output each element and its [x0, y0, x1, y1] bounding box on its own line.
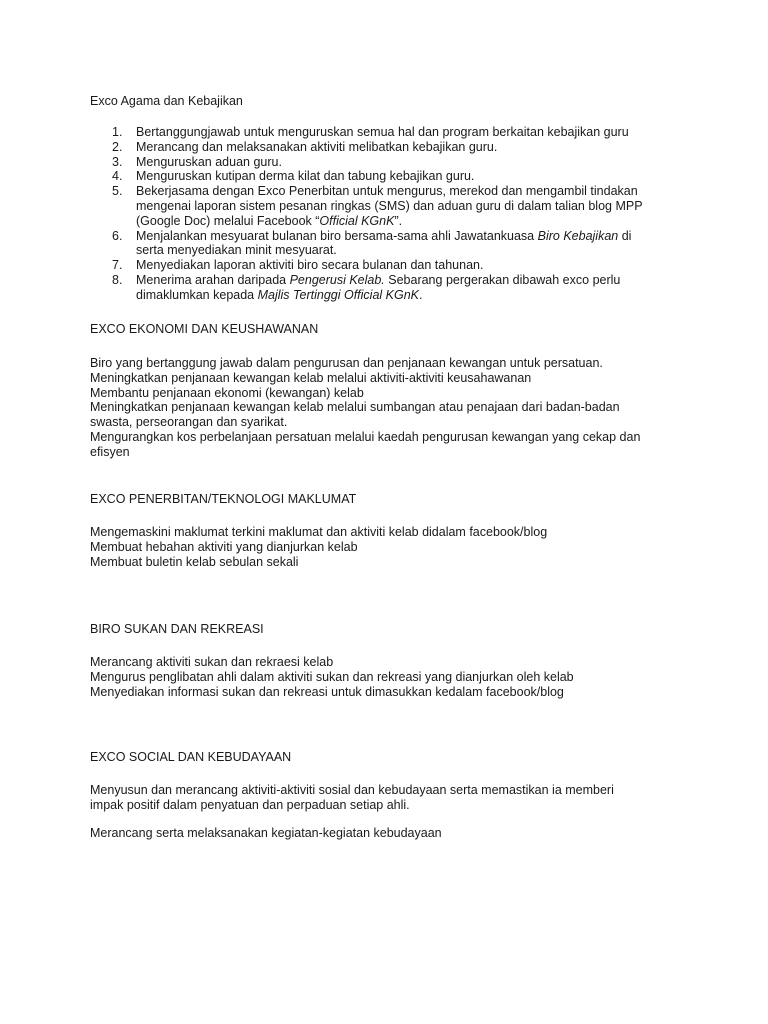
paragraph: Membuat hebahan aktiviti yang dianjurkan kelab [90, 539, 358, 554]
list-item: 1. Bertanggungjawab untuk menguruskan semua hal dan program berkaitan kebajikan guru [112, 125, 629, 139]
paragraph: Merancang serta melaksanakan kegiatan-kegiatan kebudayaan [90, 825, 442, 840]
section-title-ekonomi: EXCO EKONOMI DAN KEUSHAWANAN [90, 322, 319, 336]
list-item: 4. Menguruskan kutipan derma kilat dan tabung kebajikan guru. [112, 169, 475, 184]
paragraph: Mengurangkan kos perbelanjaan persatuan melalui kaedah pengurusan kewangan yang cekap dan efisyen [90, 429, 641, 459]
sosial-body [90, 783, 650, 840]
section-title-penerbitan: EXCO PENERBITAN/TEKNOLOGI MAKLUMAT [90, 492, 357, 506]
list-item: 6. Menjalankan mesyuarat bulanan biro bersama-sama ahli Jawatankuasa Biro Kebajikan di serta menyediakan minit mesyuarat. [112, 228, 632, 258]
penerbitan-body [90, 525, 650, 569]
list-item: 7. Menyediakan laporan aktiviti biro secara bulanan dan tahunan. [112, 258, 484, 273]
paragraph: Meningkatkan penjanaan kewangan kelab melalui sumbangan atau penajaan dari badan-badan swasta, perseorangan dan syarikat. [90, 400, 620, 430]
section-title-sosial: EXCO SOCIAL DAN KEBUDAYAAN [90, 750, 292, 764]
section-title-agama: Exco Agama dan Kebajikan [90, 94, 243, 108]
paragraph: Menyusun dan merancang aktiviti-aktiviti sosial dan kebudayaan serta memastikan ia memberi impak positif dalam penyatuan dan perpaduan setiap ahli. [90, 783, 614, 812]
list-item: 2. Merancang dan melaksanakan aktiviti melibatkan kebajikan guru. [112, 139, 498, 154]
list-item: 3. Menguruskan aduan guru. [112, 154, 282, 169]
paragraph: Membantu penjanaan ekonomi (kewangan) kelab [90, 385, 364, 400]
sukan-body [90, 655, 650, 699]
paragraph: Meningkatkan penjanaan kewangan kelab melalui aktiviti-aktiviti keusahawanan [90, 370, 532, 385]
paragraph: Mengurus penglibatan ahli dalam aktiviti sukan dan rekreasi yang dianjurkan oleh kelab [90, 669, 574, 684]
paragraph: Menyediakan informasi sukan dan rekreasi untuk dimasukkan kedalam facebook/blog [90, 684, 564, 699]
list-item: 8. Menerima arahan daripada Pengerusi Kelab. Sebarang pergerakan dibawah exco perlu dimaklumkan kepada Majlis Tertinggi Official KGnK. [112, 272, 621, 302]
list-item: 5. Bekerjasama dengan Exco Penerbitan untuk mengurus, merekod dan mengambil tindakan mengenai laporan sistem pesanan ringkas (SMS) dan aduan guru di dalam talian blog MPP (Google Doc) melalui Facebook “Official KGnK”. [112, 184, 643, 228]
paragraph: Merancang aktiviti sukan dan rekraesi kelab [90, 655, 334, 669]
paragraph: Membuat buletin kelab sebulan sekali [90, 554, 299, 569]
section-title-sukan: BIRO SUKAN DAN REKREASI [90, 622, 264, 636]
ekonomi-body [90, 356, 650, 460]
paragraph: Biro yang bertanggung jawab dalam pengurusan dan penjanaan kewangan untuk persatuan. [90, 356, 603, 370]
agama-duties-list [90, 125, 660, 303]
paragraph: Mengemaskini maklumat terkini maklumat dan aktiviti kelab didalam facebook/blog [90, 525, 548, 539]
